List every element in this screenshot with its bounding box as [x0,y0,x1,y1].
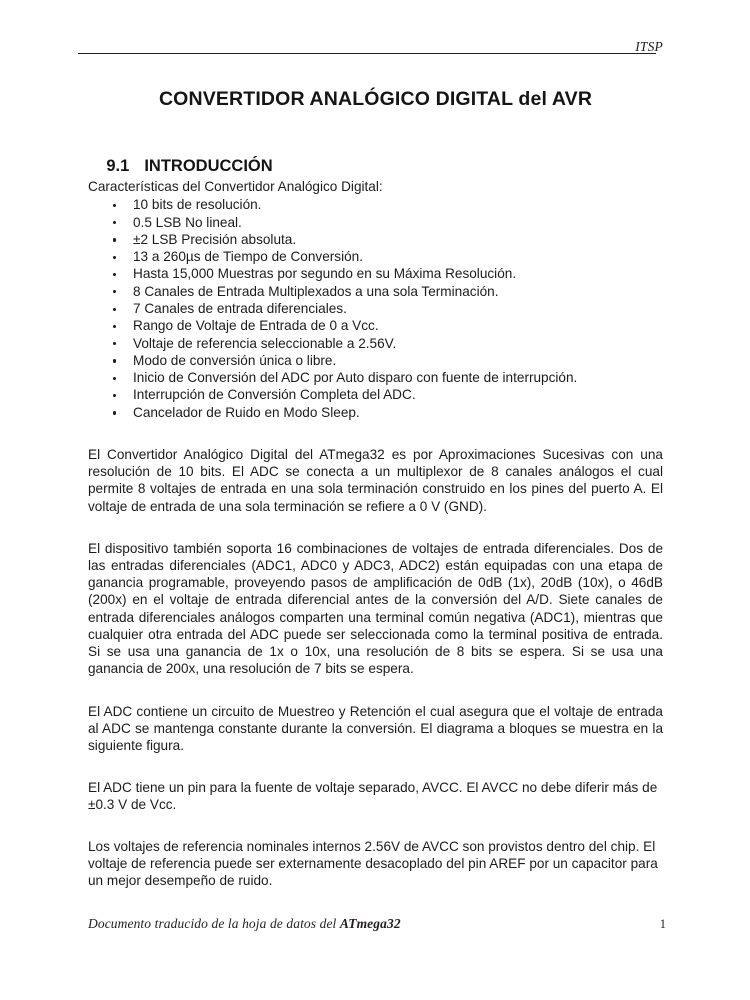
list-item: Rango de Voltaje de Entrada de 0 a Vcc. [88,317,663,334]
list-item: Voltaje de referencia seleccionable a 2.56V. [88,335,663,352]
list-item: Interrupción de Conversión Completa del ADC. [88,386,663,403]
section-number: 9.1 [106,156,130,175]
paragraph-sample-hold: El ADC contiene un circuito de Muestreo y Retención el cual asegura que el voltaje de entrada al ADC se mantenga constante durante la conversión. El diagrama a bloques se muestra en la siguiente figura. [88,703,663,753]
page-header [78,34,663,60]
paragraph-avcc: El ADC tiene un pin para la fuente de voltaje separado, AVCC. El AVCC no debe diferir más de ±0.3 V de Vcc. [88,780,658,813]
list-item: Cancelador de Ruido en Modo Sleep. [88,404,663,421]
page-title: CONVERTIDOR ANALÓGICO DIGITAL del AVR [158,88,593,110]
spacer [88,515,663,540]
spacer [88,678,663,703]
footer-note [88,916,401,932]
spacer [88,814,663,838]
list-item: 7 Canales de entrada diferenciales. [88,300,663,317]
list-item: 13 a 260µs de Tiempo de Conversión. [88,248,663,265]
features-lead: Características del Convertidor Analógico Digital: [88,179,383,194]
document-body [88,178,663,889]
list-item: 8 Canales de Entrada Multiplexados a una sola Terminación. [88,283,663,300]
section-title: INTRODUCCIÓN [144,156,273,175]
list-item: Inicio de Conversión del ADC por Auto disparo con fuente de interrupción. [88,369,663,386]
page-footer [88,916,666,932]
footer-note-text: Documento traducido de la hoja de datos del [88,916,340,931]
list-item: Modo de conversión única o libre. [88,352,663,369]
header-rule [78,53,656,54]
header-label: ITSP [635,38,663,54]
list-item: Hasta 15,000 Muestras por segundo en su Máxima Resolución. [88,265,663,282]
footer-note-device: ATmega32 [339,916,401,931]
feature-list [88,196,663,421]
spacer [88,754,663,779]
paragraph-adc-overview: El Convertidor Analógico Digital del ATmega32 es por Aproximaciones Sucesivas con una resolución de 10 bits. El ADC se conecta a un multiplexor de 8 canales análogos el cual permite 8 voltajes de entrada en una sola terminación construido en los pines del puerto A. El voltaje de entrada de una sola terminación se refiere a 0 V (GND). [88,447,663,514]
page-number: 1 [659,917,666,931]
list-item: ±2 LSB Precisión absoluta. [88,231,663,248]
list-item: 0.5 LSB No lineal. [88,214,663,231]
spacer [88,421,663,446]
paragraph-differential-inputs: El dispositivo también soporta 16 combinaciones de voltajes de entrada diferenciales. Dos de las entradas diferenciales (ADC1, ADC0 y ADC3, ADC2) están equipadas con una etapa de ganancia programable, proveyendo pasos de amplificación de 0dB (1x), 20dB (10x), o 46dB (200x) en el voltaje de entrada diferencial antes de la conversión del A/D. Siete canales de entrada diferenciales análogos comparten una terminal común negativa (ADC1), mientras que cualquier otra entrada del ADC puede ser seleccionada como la terminal positiva de entrada. Si se usa una ganancia de 1x o 10x, una resolución de 8 bits se espera. Si se usa una ganancia de 200x, una resolución de 7 bits se espera. [88,540,663,677]
paragraph-reference-voltage: Los voltajes de referencia nominales internos 2.56V de AVCC son provistos dentro del chip. El voltaje de referencia puede ser externamente desacoplado del pin AREF por un capacitor para un mejor desempeño de ruido. [88,838,658,888]
list-item: 10 bits de resolución. [88,196,663,213]
